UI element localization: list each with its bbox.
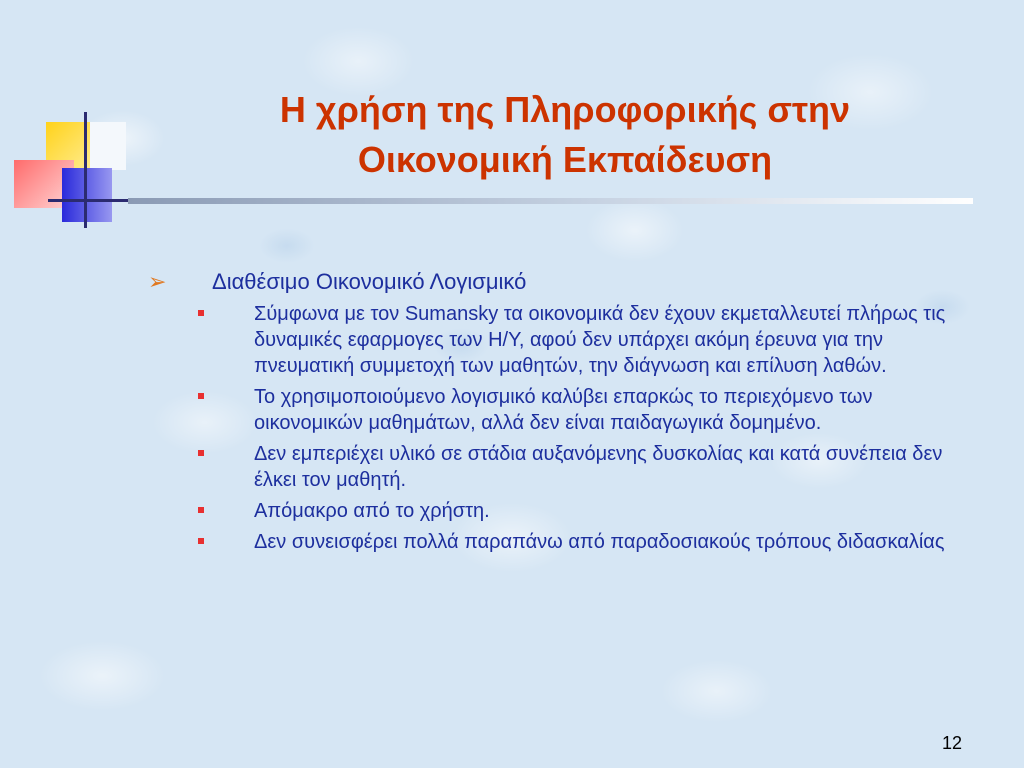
bullet-text: Δεν εμπεριέχει υλικό σε στάδια αυξανόμενης δυσκολίας και κατά συνέπεια δεν έλκει τον μαθητή. bbox=[254, 443, 943, 491]
title-line-1: Η χρήση της Πληροφορικής στην bbox=[279, 89, 851, 130]
slide-body bbox=[140, 268, 1000, 555]
blue-square bbox=[62, 168, 112, 222]
square-bullet-icon bbox=[198, 538, 204, 544]
heading-item bbox=[140, 268, 1000, 296]
bullet-item bbox=[140, 529, 984, 555]
square-bullet-icon bbox=[198, 507, 204, 513]
slide-title bbox=[170, 85, 960, 185]
bullet-item bbox=[140, 498, 984, 524]
square-bullet-icon bbox=[198, 310, 204, 316]
title-divider bbox=[128, 198, 973, 204]
title-line-2: Οικονομική Εκπαίδευση bbox=[357, 139, 773, 180]
square-bullet-icon bbox=[198, 393, 204, 399]
bullet-item bbox=[140, 384, 984, 436]
decorative-logo bbox=[0, 0, 160, 240]
logo-vertical-line bbox=[84, 112, 87, 228]
white-square bbox=[90, 122, 126, 170]
bullet-item bbox=[140, 441, 984, 493]
square-bullet-icon bbox=[198, 450, 204, 456]
bullet-text: Σύμφωνα με τον Sumansky τα οικονομικά δεν έχουν εκμεταλλευτεί πλήρως τις δυναμικές εφαρμογες των Η/Υ, αφού δεν υπάρχει ακόμη έρευνα για την πνευματική συμμετοχή των μαθητών, την διάγνωση και επίλυση λαθών. bbox=[254, 303, 946, 377]
page-number: 12 bbox=[941, 733, 962, 753]
heading-text: Διαθέσιμο Οικονομικό Λογισμικό bbox=[212, 269, 527, 294]
bullet-text: Απόμακρο από το χρήστη. bbox=[254, 500, 490, 522]
arrow-bullet-icon: ➢ bbox=[148, 269, 167, 294]
bullet-text: Το χρησιμοποιούμενο λογισμικό καλύβει επαρκώς το περιεχόμενο των οικονομικών μαθημάτων, αλλά δεν είναι παιδαγωγικά δομημένο. bbox=[254, 386, 873, 434]
bullet-text: Δεν συνεισφέρει πολλά παραπάνω από παραδοσιακούς τρόπους διδασκαλίας bbox=[254, 531, 945, 553]
bullet-item bbox=[140, 301, 984, 379]
logo-horizontal-line bbox=[48, 199, 140, 202]
